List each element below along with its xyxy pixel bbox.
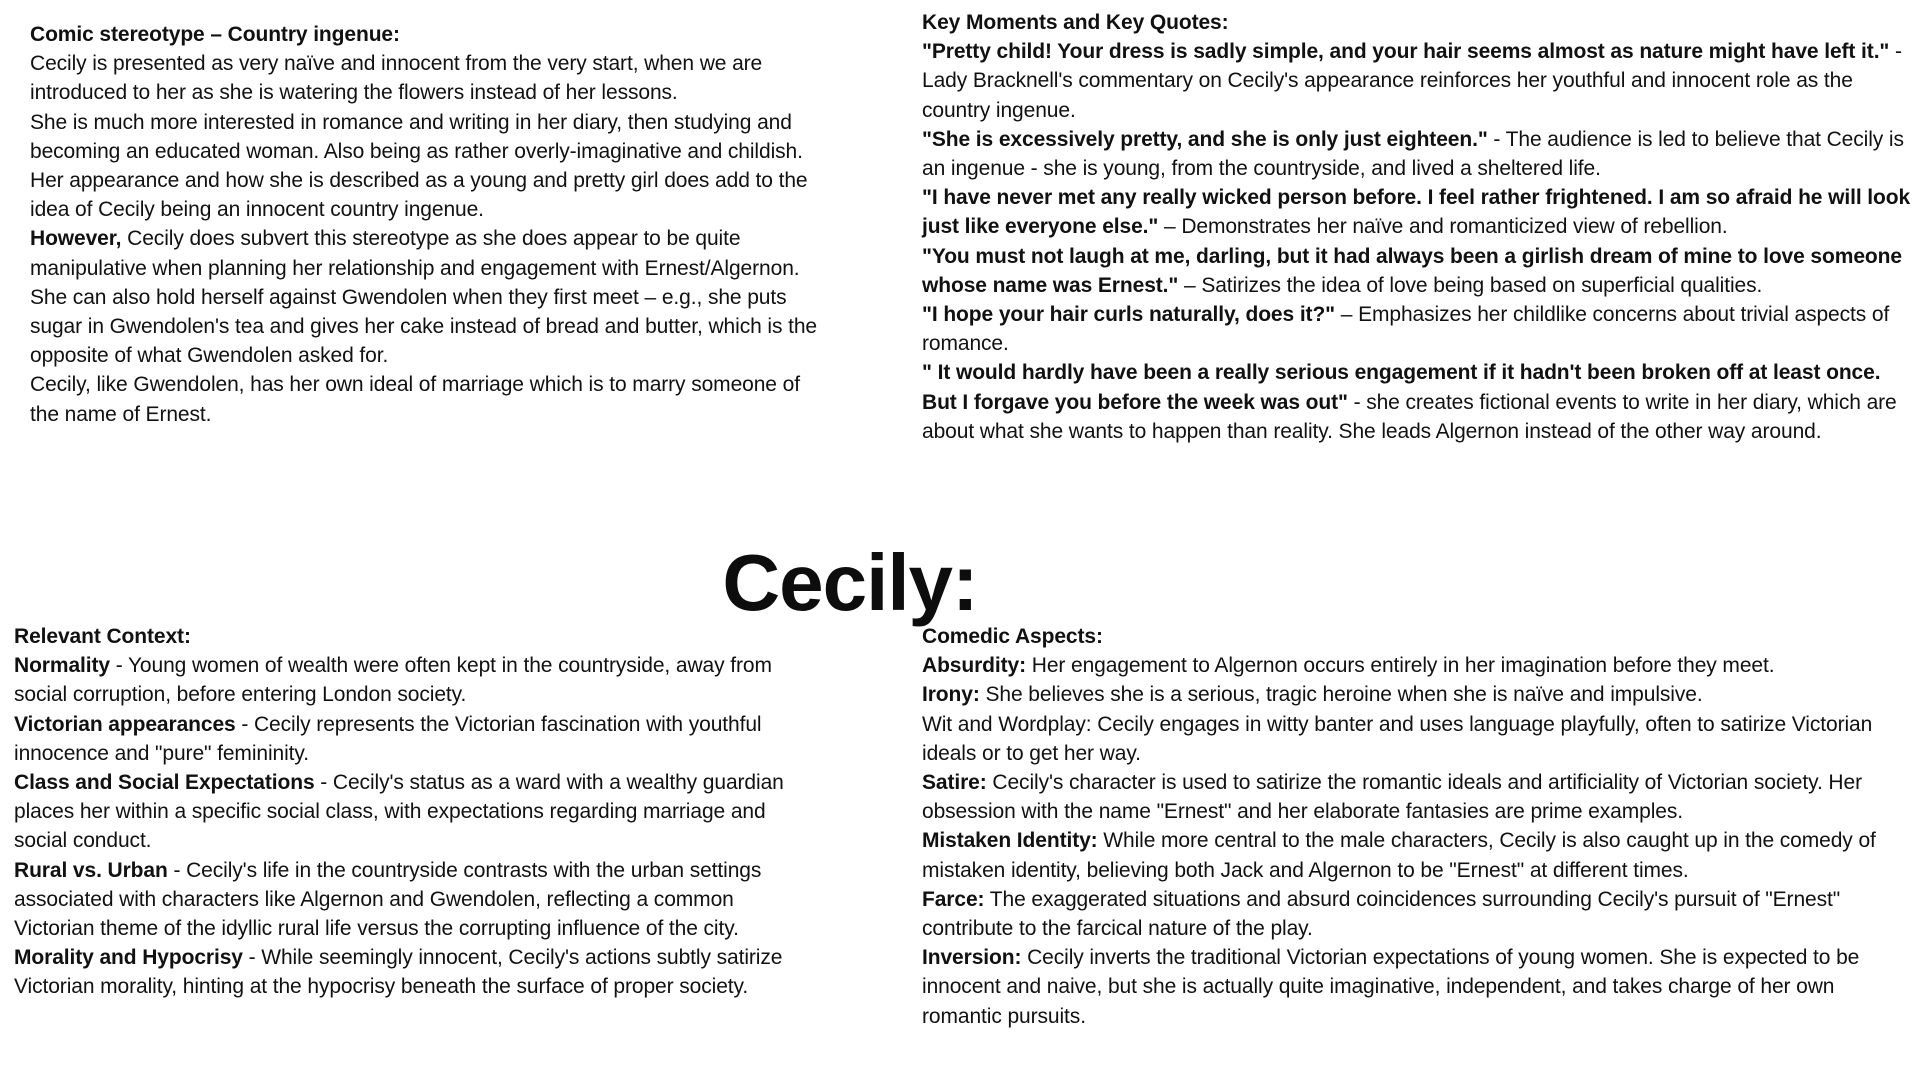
quote-text: "I hope your hair curls naturally, does it?" [922, 303, 1336, 327]
context-item [14, 768, 804, 856]
comedic-item [922, 826, 1912, 884]
context-term: Victorian appearances [14, 712, 236, 736]
comedic-text: The exaggerated situations and absurd coincidences surrounding Cecily's pursuit of "Ernest" contribute to the farcical nature of the play. [922, 887, 1841, 941]
quote-text: "Pretty child! Your dress is sadly simple, and your hair seems almost as nature might have left it." [922, 40, 1890, 64]
quote-text: "You must not laugh at me, darling, but it had always been a girlish dream of mine to love someone whose name was Ernest." [922, 244, 1902, 297]
comedic-text: While more central to the male characters, Cecily is also caught up in the comedy of mistaken identity, believing both Jack and Algernon to be "Ernest" at different times. [922, 829, 1876, 882]
context-term: Rural vs. Urban [14, 858, 168, 882]
comedic-item [922, 680, 1912, 709]
context-text: - While seemingly innocent, Cecily's actions subtly satirize Victorian morality, hinting at the hypocrisy beneath the surface of proper society. [14, 946, 783, 999]
quote-comment: – Satirizes the idea of love being based on superficial qualities. [1178, 273, 1763, 297]
quotes-heading: Key Moments and Key Quotes: [922, 11, 1229, 34]
stereotype-heading: Comic stereotype – Country ingenue: [30, 23, 400, 46]
comedic-item [922, 885, 1912, 943]
quote-comment: - she creates fictional events to write in her diary, which are about what she wants to happen than reality. She leads Algernon instead of the other way around. [922, 390, 1897, 443]
stereotype-paragraph: Cecily is presented as very naïve and innocent from the very start, when we are introduced to her as she is watering the flowers instead of her lessons. [30, 52, 763, 105]
comedic-term: Absurdity: [922, 654, 1027, 678]
comedic-term: Inversion: [922, 946, 1022, 970]
stereotype-paragraph: Cecily, like Gwendolen, has her own ideal of marriage which is to marry someone of the name of Ernest. [30, 373, 800, 426]
comedic-text: Cecily inverts the traditional Victorian expectations of young women. She is expected to be innocent and naive, but she is actually quite imaginative, independent, and takes charge of her own romantic pursuits. [922, 946, 1860, 1028]
quote-comment: - Lady Bracknell's commentary on Cecily's appearance reinforces her youthful and innocent role as the country ingenue. [922, 40, 1902, 122]
quote-item [922, 125, 1912, 183]
context-heading: Relevant Context: [14, 625, 191, 648]
context-term: Class and Social Expectations [14, 771, 315, 795]
context-text: - Young women of wealth were often kept in the countryside, away from social corruption, before entering London society. [14, 654, 772, 707]
comedic-section [922, 622, 1912, 1031]
stereotype-section [30, 20, 820, 429]
however-label: However, [30, 227, 122, 251]
comedic-text: Her engagement to Algernon occurs entirely in her imagination before they meet. [1026, 654, 1775, 678]
comedic-text: Cecily's character is used to satirize the romantic ideals and artificiality of Victorian society. Her obsession with the name "Ernest" and her elaborate fantasies are prime examples. [922, 771, 1862, 824]
context-text: - Cecily represents the Victorian fascination with youthful innocence and "pure" femininity. [14, 712, 762, 765]
quote-item [922, 37, 1912, 125]
comedic-term: Farce: [922, 887, 985, 911]
quotes-section [922, 8, 1912, 446]
stereotype-paragraph [30, 224, 820, 282]
comedic-term: Satire: [922, 771, 987, 795]
comedic-term: Irony: [922, 683, 980, 707]
context-item [14, 856, 804, 944]
context-term: Morality and Hypocrisy [14, 946, 243, 970]
comedic-text: She believes she is a serious, tragic heroine when she is naïve and impulsive. [979, 683, 1703, 707]
quote-comment: – Demonstrates her naïve and romanticized view of rebellion. [1158, 215, 1728, 239]
context-text: - Cecily's life in the countryside contrasts with the urban settings associated with characters like Algernon and Gwendolen, reflecting a common Victorian theme of the idyllic rural life versus the corrupting influence of the city. [14, 858, 762, 941]
comedic-item [922, 651, 1912, 680]
context-term: Normality [14, 654, 110, 678]
context-item [14, 943, 804, 1001]
page-title: Cecily: [722, 538, 978, 627]
quote-item [922, 242, 1912, 300]
comedic-item [922, 710, 1912, 768]
stereotype-paragraph: She is much more interested in romance and writing in her diary, then studying and becoming an educated woman. Also being as rather overly-imaginative and childish. [30, 110, 803, 163]
stereotype-paragraph: Her appearance and how she is described as a young and pretty girl does add to the idea of Cecily being an innocent country ingenue. [30, 169, 808, 222]
context-item [14, 651, 804, 709]
context-text: - Cecily's status as a ward with a wealthy guardian places her within a specific social class, with expectations regarding marriage and social conduct. [14, 771, 784, 853]
comedic-term: Mistaken Identity: [922, 829, 1098, 853]
context-item [14, 710, 804, 768]
quote-text: "She is excessively pretty, and she is only just eighteen." [922, 127, 1488, 151]
quote-item [922, 183, 1912, 241]
quote-text: " It would hardly have been a really serious engagement if it hadn't been broken off at least once. But I forgave you before the week was out" [922, 361, 1881, 414]
comedic-item [922, 943, 1912, 1031]
quote-comment: – Emphasizes her childlike concerns about trivial aspects of romance. [922, 303, 1890, 356]
comedic-text: Wit and Wordplay: Cecily engages in witty banter and uses language playfully, often to satirize Victorian ideals or to get her way. [922, 712, 1873, 765]
quote-item [922, 358, 1912, 446]
comedic-heading: Comedic Aspects: [922, 625, 1103, 648]
context-section [14, 622, 804, 1002]
comedic-item [922, 768, 1912, 826]
quote-item [922, 300, 1912, 358]
quote-text: "I have never met any really wicked person before. I feel rather frightened. I am so afraid he will look just like everyone else." [922, 186, 1911, 239]
however-text: Cecily does subvert this stereotype as she does appear to be quite manipulative when planning her relationship and engagement with Ernest/Algernon. [30, 227, 800, 280]
quote-comment: - The audience is led to believe that Cecily is an ingenue - she is young, from the countryside, and lived a sheltered life. [922, 127, 1904, 181]
stereotype-paragraph: She can also hold herself against Gwendolen when they first meet – e.g., she puts sugar in Gwendolen's tea and gives her cake instead of bread and butter, which is the opposite of what Gwendolen asked for. [30, 285, 818, 368]
